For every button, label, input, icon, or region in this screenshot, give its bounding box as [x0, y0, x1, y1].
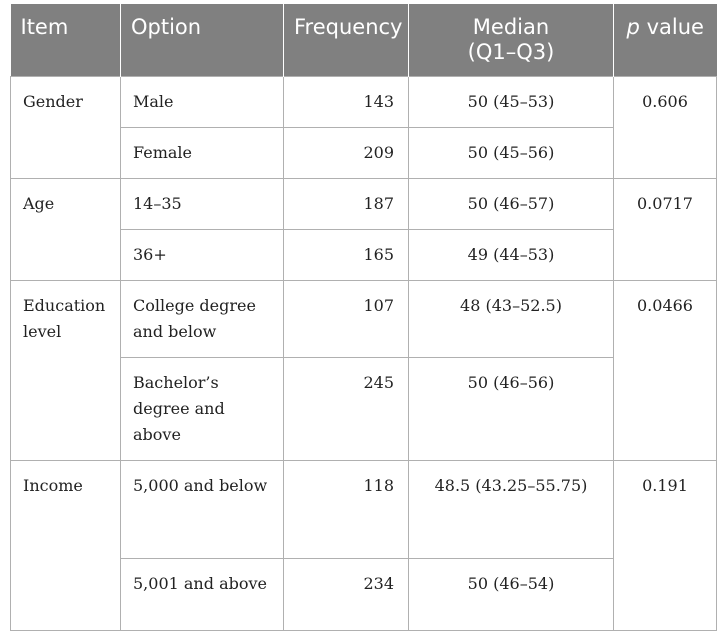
- table-header: [11, 4, 717, 77]
- option-cell: 5,001 and above: [121, 559, 284, 631]
- median-cell: 50 (45–56): [409, 128, 614, 179]
- frequency-cell: 187: [284, 179, 409, 230]
- frequency-cell: 107: [284, 281, 409, 358]
- frequency-cell: 118: [284, 461, 409, 559]
- item-cell: Income: [11, 461, 121, 631]
- item-cell: Education level: [11, 281, 121, 461]
- table-row: [11, 461, 717, 559]
- option-cell: 36+: [121, 230, 284, 281]
- median-cell: 50 (46–54): [409, 559, 614, 631]
- table-row: [11, 77, 717, 128]
- header-frequency: Frequency: [284, 4, 409, 77]
- option-cell: Bachelor’s degree and above: [121, 358, 284, 461]
- median-cell: 50 (46–57): [409, 179, 614, 230]
- median-cell: 48.5 (43.25–55.75): [409, 461, 614, 559]
- median-cell: 50 (45–53): [409, 77, 614, 128]
- median-cell: 50 (46–56): [409, 358, 614, 461]
- option-cell: Male: [121, 77, 284, 128]
- header-median-line2: (Q1–Q3): [467, 40, 555, 64]
- p-value-cell: 0.0466: [614, 281, 717, 461]
- item-cell: Gender: [11, 77, 121, 179]
- table-body: [11, 77, 717, 631]
- frequency-cell: 165: [284, 230, 409, 281]
- statistics-table: [10, 4, 717, 631]
- frequency-cell: 209: [284, 128, 409, 179]
- header-median-line1: Median: [472, 15, 550, 39]
- frequency-cell: 245: [284, 358, 409, 461]
- header-p-value: [614, 4, 717, 77]
- option-cell: Female: [121, 128, 284, 179]
- median-cell: 49 (44–53): [409, 230, 614, 281]
- frequency-cell: 143: [284, 77, 409, 128]
- frequency-cell: 234: [284, 559, 409, 631]
- p-value-cell: 0.606: [614, 77, 717, 179]
- header-item: Item: [11, 4, 121, 77]
- option-cell: 14–35: [121, 179, 284, 230]
- table-row: [11, 179, 717, 230]
- median-cell: 48 (43–52.5): [409, 281, 614, 358]
- option-cell: 5,000 and below: [121, 461, 284, 559]
- header-p-italic: p: [626, 15, 640, 39]
- item-cell: Age: [11, 179, 121, 281]
- header-option: Option: [121, 4, 284, 77]
- p-value-cell: 0.191: [614, 461, 717, 631]
- option-cell: College degree and below: [121, 281, 284, 358]
- table-row: [11, 281, 717, 358]
- p-value-cell: 0.0717: [614, 179, 717, 281]
- header-median: [409, 4, 614, 77]
- header-p-rest: value: [639, 15, 704, 39]
- header-row: [11, 4, 717, 77]
